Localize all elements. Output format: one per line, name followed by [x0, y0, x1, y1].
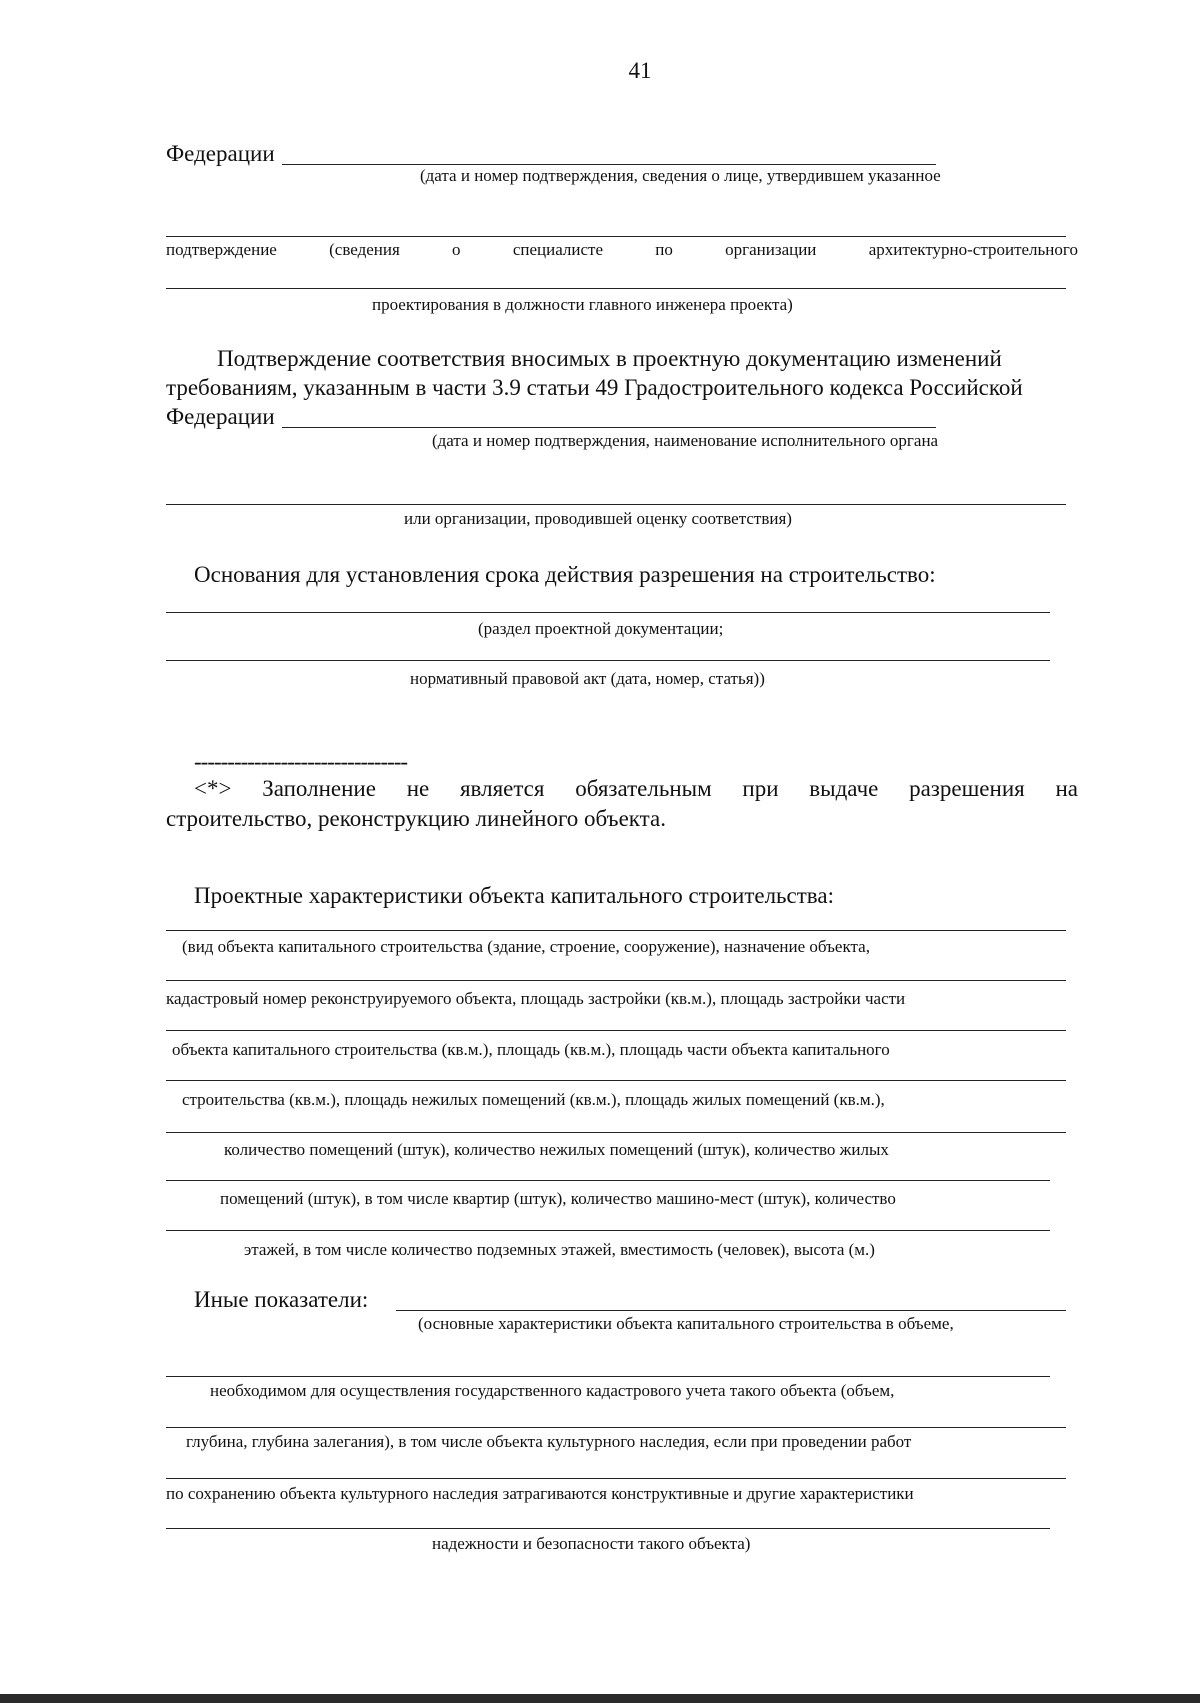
footnote-word: выдаче: [809, 776, 879, 801]
footnote-word: при: [742, 776, 779, 801]
caption-legal-act: нормативный правовой акт (дата, номер, статья)): [410, 669, 765, 688]
validity-field-line-1[interactable]: [166, 612, 1050, 613]
other-indicators-field-line-4[interactable]: [166, 1478, 1066, 1479]
footnote-separator: --------------------------------: [194, 749, 408, 774]
characteristics-caption-3: объекта капитального строительства (кв.м.), площадь (кв.м.), площадь части объекта капитального: [172, 1040, 890, 1059]
conformity-field-line-2[interactable]: [166, 504, 1066, 505]
characteristics-field-line-4[interactable]: [166, 1080, 1066, 1081]
confirmation-field-line-1[interactable]: [282, 164, 936, 165]
footnote-word: обязательным: [575, 776, 712, 801]
caption-project-section: (раздел проектной документации;: [478, 619, 724, 638]
conformity-field-line-1[interactable]: [282, 427, 936, 428]
heading-design-characteristics: Проектные характеристики объекта капитального строительства:: [194, 883, 834, 908]
paragraph-conformity-line-2: требованиям, указанным в части 3.9 статьи 49 Градостроительного кодекса Российской: [166, 375, 1023, 400]
page-number: 41: [628, 58, 652, 83]
other-indicators-caption-3: глубина, глубина залегания), в том числе объекта культурного наследия, если при проведении работ: [186, 1432, 912, 1451]
characteristics-field-line-7[interactable]: [166, 1230, 1050, 1231]
characteristics-caption-4: строительства (кв.м.), площадь нежилых помещений (кв.м.), площадь жилых помещений (кв.м.),: [182, 1090, 885, 1109]
footnote-word: разрешения: [909, 776, 1025, 801]
caption-word: по: [655, 240, 673, 259]
caption-word: архитектурно-строительного: [868, 240, 1078, 259]
paragraph-conformity-line-1: Подтверждение соответствия вносимых в проектную документацию изменений: [217, 346, 1002, 371]
caption-word: специалисте: [512, 240, 603, 259]
caption-confirmation-person: (дата и номер подтверждения, сведения о лице, утвердившем указанное: [420, 166, 941, 185]
footnote-word: <*>: [194, 776, 232, 801]
federation-label-2: Федерации: [166, 404, 275, 429]
characteristics-caption-7: этажей, в том числе количество подземных этажей, вместимость (человек), высота (м.): [244, 1240, 875, 1259]
caption-word: организации: [725, 240, 817, 259]
footnote-line-1: [194, 775, 1078, 803]
scan-bottom-edge: [0, 1694, 1200, 1703]
characteristics-field-line-6[interactable]: [166, 1180, 1050, 1181]
heading-validity-grounds: Основания для установления срока действия разрешения на строительство:: [194, 562, 936, 587]
characteristics-field-line-3[interactable]: [166, 1030, 1066, 1031]
characteristics-field-line-5[interactable]: [166, 1132, 1066, 1133]
confirmation-field-line-2[interactable]: [166, 236, 1066, 237]
characteristics-field-line-2[interactable]: [166, 980, 1066, 981]
footnote-word: является: [459, 776, 545, 801]
characteristics-caption-2: кадастровый номер реконструируемого объекта, площадь застройки (кв.м.), площадь застройки части: [166, 989, 906, 1008]
other-indicators-caption-4: по сохранению объекта культурного наследия затрагиваются конструктивные и другие характеристики: [166, 1484, 914, 1503]
other-indicators-caption-5: надежности и безопасности такого объекта): [432, 1534, 751, 1553]
footnote-word: не: [406, 776, 430, 801]
federation-label-1: Федерации: [166, 141, 275, 166]
confirmation-field-line-3[interactable]: [166, 288, 1066, 289]
caption-specialist-info: [166, 240, 1078, 260]
characteristics-caption-1: (вид объекта капитального строительства (здание, строение, сооружение), назначение объекта,: [182, 937, 870, 956]
other-indicators-field-line-1[interactable]: [396, 1310, 1066, 1311]
footnote-line-2: строительство, реконструкцию линейного объекта.: [166, 806, 666, 831]
other-indicators-field-line-2[interactable]: [166, 1376, 1050, 1377]
caption-chief-engineer: проектирования в должности главного инженера проекта): [372, 295, 793, 314]
caption-assessment-org: или организации, проводившей оценку соответствия): [404, 509, 792, 528]
caption-word: (сведения: [329, 240, 400, 259]
footnote-word: Заполнение: [262, 776, 376, 801]
validity-field-line-2[interactable]: [166, 660, 1050, 661]
other-indicators-label: Иные показатели:: [194, 1287, 369, 1312]
characteristics-caption-6: помещений (штук), в том числе квартир (штук), количество машино-мест (штук), количество: [220, 1189, 896, 1208]
characteristics-caption-5: количество помещений (штук), количество нежилых помещений (штук), количество жилых: [224, 1140, 889, 1159]
other-indicators-field-line-3[interactable]: [166, 1427, 1066, 1428]
other-indicators-caption-1: (основные характеристики объекта капитального строительства в объеме,: [418, 1314, 954, 1333]
caption-word: подтверждение: [166, 240, 277, 259]
characteristics-field-line-1[interactable]: [166, 930, 1066, 931]
caption-word: о: [452, 240, 461, 259]
caption-executive-body: (дата и номер подтверждения, наименование исполнительного органа: [432, 431, 939, 450]
other-indicators-field-line-5[interactable]: [166, 1528, 1050, 1529]
footnote-word: на: [1055, 776, 1078, 801]
other-indicators-caption-2: необходимом для осуществления государственного кадастрового учета такого объекта (объем,: [210, 1381, 895, 1400]
